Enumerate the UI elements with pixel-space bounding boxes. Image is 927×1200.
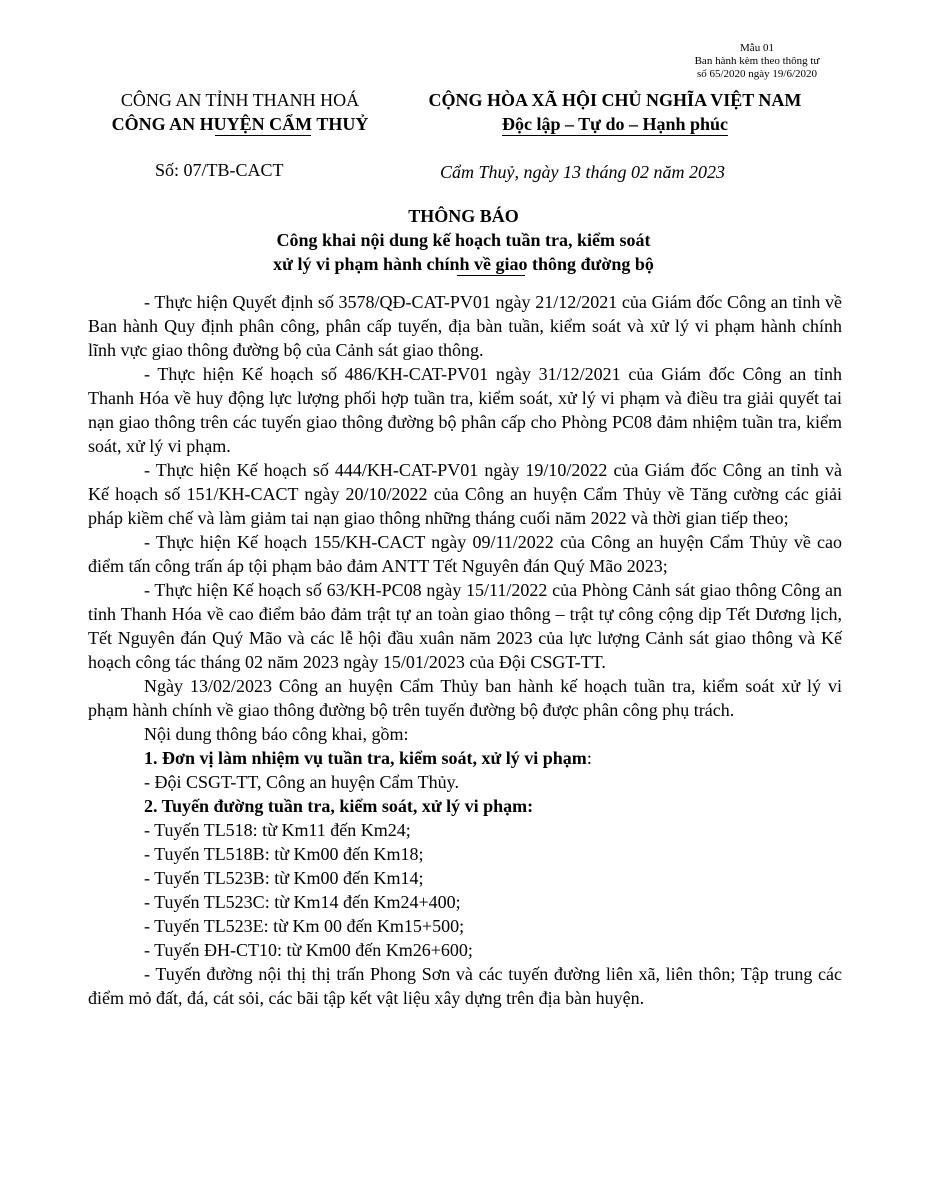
- title-subtitle-line: xử lý vi phạm hành chính về giao thông đường bộ: [273, 254, 654, 274]
- document-body: [88, 290, 842, 1010]
- route-item: - Tuyến TL523C: từ Km14 đến Km24+400;: [144, 892, 461, 912]
- route-item: - Tuyến ĐH-CT10: từ Km00 đến Km26+600;: [144, 940, 473, 960]
- document-number: Số: 07/TB-CACT: [155, 160, 284, 180]
- national-motto-text: Độc lập – Tự do – Hạnh phúc: [501, 114, 729, 134]
- route-item: - Tuyến TL523B: từ Km00 đến Km14;: [144, 868, 424, 888]
- title-main: THÔNG BÁO: [408, 206, 519, 226]
- document-date: Cẩm Thuỷ, ngày 13 tháng 02 năm 2023: [440, 162, 725, 182]
- body-paragraph: Ngày 13/02/2023 Công an huyện Cẩm Thủy ban hành kế hoạch tuần tra, kiểm soát xử lý vi phạm hành chính về giao thông đường bộ trên tuyến đường bộ được phân công phụ trách.: [88, 676, 842, 720]
- national-title: CỘNG HÒA XÃ HỘI CHỦ NGHĨA VIỆT NAM: [428, 90, 802, 110]
- route-item: - Tuyến TL518: từ Km11 đến Km24;: [144, 820, 411, 840]
- agency-name: [112, 112, 369, 136]
- form-note-line: Ban hành kèm theo thông tư: [694, 55, 820, 67]
- form-template-note: [672, 42, 842, 81]
- body-paragraph: - Thực hiện Kế hoạch số 63/KH-PC08 ngày 15/11/2022 của Phòng Cảnh sát giao thông Công an tỉnh Thanh Hóa về cao điểm bảo đảm trật tự an toàn giao thông – trật tự công cộng dịp Tết Dương lịch, Tết Nguyên đán Quý Mão và các lễ hội đầu xuân năm 2023 của lực lượng Cảnh sát giao thông và Kế hoạch công tác tháng 02 năm 2023 ngày 15/01/2023 của Đội CSGT-TT.: [88, 580, 842, 672]
- section-1-heading-colon: :: [586, 748, 592, 768]
- body-paragraph: - Thực hiện Quyết định số 3578/QĐ-CAT-PV01 ngày 21/12/2021 của Giám đốc Công an tỉnh về Ban hành Quy định phân công, phân cấp tuyến, địa bàn tuần, kiểm soát và xử lý vi phạm hành chính lĩnh vực giao thông đường bộ của Cảnh sát giao thông.: [88, 292, 842, 360]
- body-paragraph: - Thực hiện Kế hoạch 155/KH-CACT ngày 09/11/2022 của Công an huyện Cẩm Thủy về cao điểm tấn công trấn áp tội phạm bảo đảm ANTT Tết Nguyên đán Quý Mão 2023;: [88, 532, 842, 576]
- body-paragraph: - Thực hiện Kế hoạch số 486/KH-CAT-PV01 ngày 31/12/2021 của Giám đốc Công an tỉnh Thanh Hóa về huy động lực lượng phối hợp tuần tra, kiểm soát, xử lý vi phạm và điều tra giải quyết tai nạn giao thông trên các tuyến giao thông đường bộ phân cấp cho Phòng PC08 đảm nhiệm tuần tra, kiểm soát, xử lý vi phạm.: [88, 364, 842, 456]
- title-underline: [457, 275, 525, 276]
- body-paragraph: - Thực hiện Kế hoạch số 444/KH-CAT-PV01 ngày 19/10/2022 của Giám đốc Công an tỉnh và Kế hoạch số 151/KH-CACT ngày 20/10/2022 của Công an huyện Cẩm Thủy về Tăng cường các giải pháp kiềm chế và làm giảm tai nạn giao thông những tháng cuối năm 2022 và thời gian tiếp theo;: [88, 460, 842, 528]
- form-note-line: số 65/2020 ngày 19/6/2020: [696, 68, 818, 80]
- agency-parent: CÔNG AN TỈNH THANH HOÁ: [120, 90, 360, 110]
- route-item: - Tuyến TL518B: từ Km00 đến Km18;: [144, 844, 424, 864]
- section-2-heading: 2. Tuyến đường tuần tra, kiểm soát, xử lý vi phạm:: [144, 796, 534, 816]
- document-title: [0, 204, 927, 276]
- title-subtitle-line: Công khai nội dung kế hoạch tuần tra, kiểm soát: [276, 230, 651, 250]
- section-1-heading-text: 1. Đơn vị làm nhiệm vụ tuần tra, kiểm soát, xử lý vi phạm: [144, 748, 587, 768]
- route-item: - Tuyến đường nội thị thị trấn Phong Sơn và các tuyến đường liên xã, liên thôn; Tập trung các điểm mỏ đất, đá, cát sỏi, các bãi tập kết vật liệu xây dựng trên địa bàn huyện.: [88, 964, 842, 1008]
- national-header: [395, 88, 835, 136]
- section-1-heading: [88, 746, 842, 770]
- body-paragraph: Nội dung thông báo công khai, gồm:: [144, 724, 409, 744]
- agency-underline: [215, 135, 311, 136]
- route-item: - Tuyến TL523E: từ Km 00 đến Km15+500;: [144, 916, 465, 936]
- national-motto: [395, 112, 835, 136]
- issuing-agency: [85, 88, 395, 136]
- form-note-line: Mẫu 01: [740, 42, 774, 54]
- agency-name-text: CÔNG AN HUYỆN CẨM THUỶ: [111, 114, 369, 134]
- section-1-item: - Đội CSGT-TT, Công an huyện Cẩm Thủy.: [144, 772, 459, 792]
